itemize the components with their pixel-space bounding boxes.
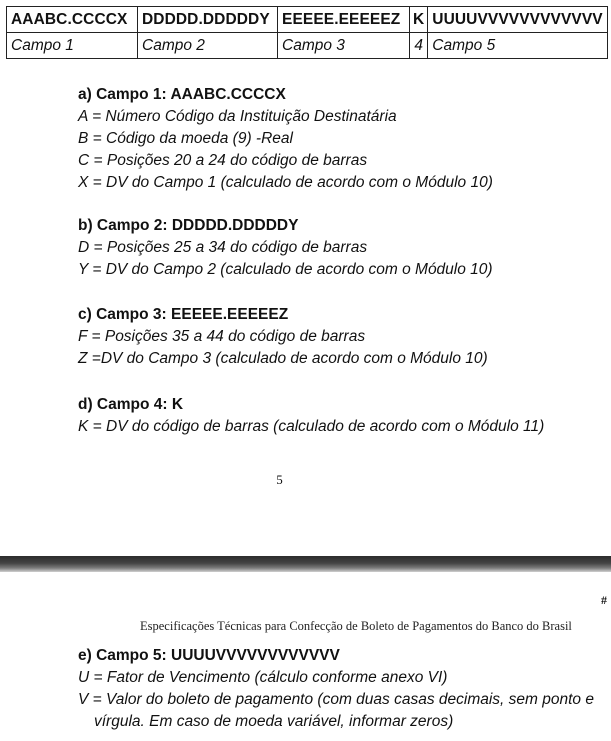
page-break-separator	[0, 556, 611, 572]
definition-line: Z =DV do Campo 3 (calculado de acordo com o Módulo 10)	[78, 350, 488, 367]
label-cell-campo-2: Campo 2	[138, 33, 278, 59]
section-title: b) Campo 2: DDDDD.DDDDDY	[78, 217, 299, 234]
section-title: a) Campo 1: AAABC.CCCCX	[78, 86, 286, 103]
label-cell-campo-5: Campo 5	[428, 33, 607, 59]
definition-line: C = Posições 20 a 24 do código de barras	[78, 152, 368, 169]
label-cell-campo-1: Campo 1	[7, 33, 138, 59]
section-campo-2	[78, 215, 493, 281]
label-cell-campo-4: 4	[410, 33, 428, 59]
definition-line: B = Código da moeda (9) -Real	[78, 130, 293, 147]
header-cell-campo-2: DDDDD.DDDDDY	[138, 7, 278, 33]
definition-line: D = Posições 25 a 34 do código de barras	[78, 239, 368, 256]
section-title: d) Campo 4: K	[78, 396, 184, 413]
header-cell-campo-3: EEEEE.EEEEEZ	[278, 7, 410, 33]
header-cell-campo-4: K	[410, 7, 428, 33]
field-layout-table	[6, 6, 608, 59]
field-label-row	[7, 33, 608, 59]
definition-line: V = Valor do boleto de pagamento (com duas casas decimais, sem ponto e	[78, 691, 594, 708]
header-cell-campo-5: UUUUVVVVVVVVVVVV	[428, 7, 607, 33]
definition-line: U = Fator de Vencimento (cálculo conforme anexo VI)	[78, 669, 448, 686]
section-campo-5	[78, 645, 594, 733]
definition-line: A = Número Código da Instituição Destinatária	[78, 108, 397, 125]
page-mark: #	[601, 593, 607, 607]
definition-line: Y = DV do Campo 2 (calculado de acordo com o Módulo 10)	[78, 261, 493, 278]
section-title: e) Campo 5: UUUUVVVVVVVVVVVV	[78, 647, 340, 664]
section-campo-3	[78, 304, 488, 370]
definition-line: X = DV do Campo 1 (calculado de acordo com o Módulo 10)	[78, 174, 493, 191]
section-campo-4	[78, 394, 544, 438]
definition-line: K = DV do código de barras (calculado de acordo com o Módulo 11)	[78, 418, 545, 435]
page-number: 5	[276, 472, 283, 487]
label-cell-campo-3: Campo 3	[278, 33, 410, 59]
section-campo-1	[78, 84, 493, 194]
section-title: c) Campo 3: EEEEE.EEEEEZ	[78, 306, 289, 323]
running-header: Especificações Técnicas para Confecção de Boleto de Pagamentos do Banco do Brasil	[140, 619, 572, 633]
header-cell-campo-1: AAABC.CCCCX	[7, 7, 138, 33]
field-header-row	[7, 7, 608, 33]
definition-line-continuation: vírgula. Em caso de moeda variável, informar zeros)	[94, 713, 454, 730]
definition-line: F = Posições 35 a 44 do código de barras	[78, 328, 366, 345]
